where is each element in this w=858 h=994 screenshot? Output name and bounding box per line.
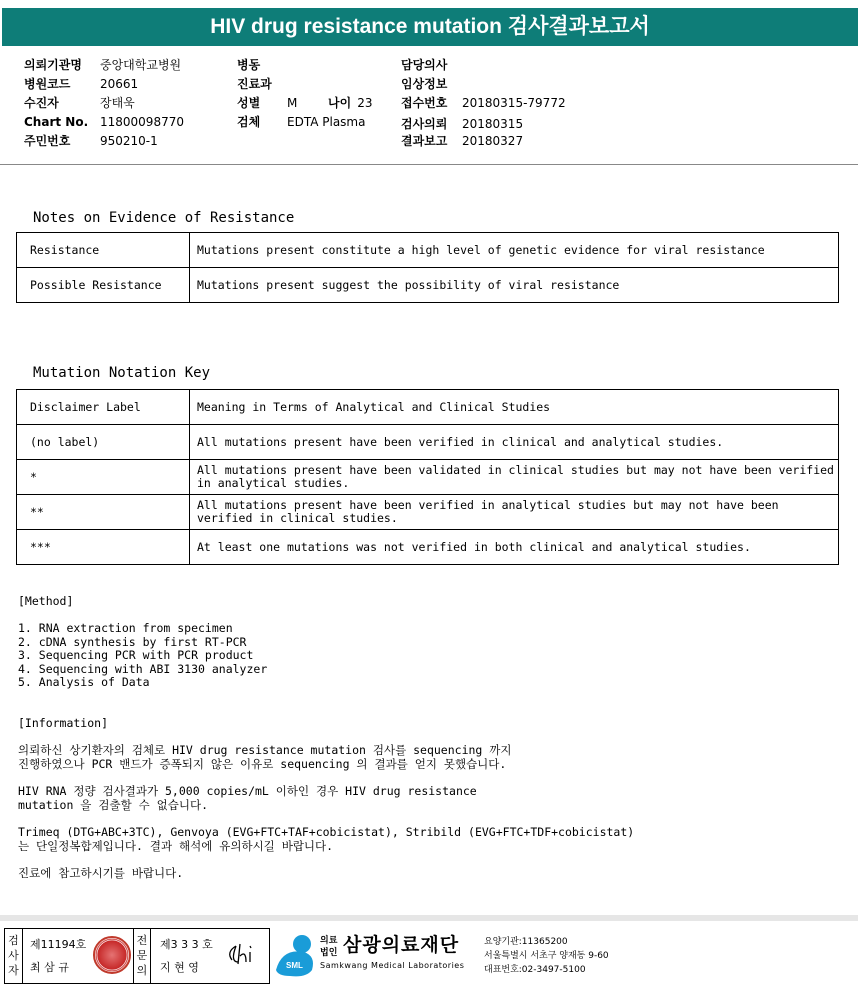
row-label: *** — [17, 530, 190, 565]
row-text: At least one mutations was not verified in both clinical and analytical studies. — [190, 530, 839, 565]
row-text: Mutations present suggest the possibility of viral resistance — [190, 268, 839, 303]
chart-label: Chart No. — [24, 115, 89, 129]
row-text: All mutations present have been verified in clinical and analytical studies. — [190, 425, 839, 460]
expert-license: 제3 3 3 호 — [160, 938, 213, 951]
info-paragraph-3a: Trimeq (DTG+ABC+3TC), Genvoya (EVG+FTC+TAF+cobicistat), Stribild (EVG+FTC+TDF+cobicistat) — [18, 825, 635, 839]
method-step-5: 5. Analysis of Data — [18, 675, 150, 689]
hospital-field — [24, 56, 181, 73]
patient-field — [24, 94, 135, 111]
receipt-label: 접수번호 — [401, 96, 448, 110]
table-row — [17, 530, 839, 565]
clinical-field — [401, 75, 462, 92]
table-row — [17, 425, 839, 460]
row-label: Resistance — [17, 233, 190, 268]
code-label: 병원코드 — [24, 77, 71, 91]
specimen-value: EDTA Plasma — [287, 115, 366, 129]
signature-icon — [222, 940, 262, 970]
report-field — [401, 132, 523, 149]
tester-license: 제11194호 — [30, 938, 87, 951]
tester-name: 최 삼 규 — [30, 961, 69, 974]
logo-text: SML — [286, 961, 303, 970]
row-text: All mutations present have been verified in analytical studies but may not have been verified in clinical studies. — [190, 495, 839, 530]
code-value: 20661 — [100, 77, 139, 91]
method-step-4: 4. Sequencing with ABI 3130 analyzer — [18, 661, 268, 676]
method-step-2: 2. cDNA synthesis by first RT-PCR — [18, 634, 247, 649]
dept-label: 진료과 — [237, 77, 272, 91]
specimen-field — [237, 113, 365, 130]
row-label: (no label) — [17, 425, 190, 460]
age-field — [328, 94, 372, 111]
report-label: 결과보고 — [401, 134, 448, 148]
footer-divider — [0, 915, 858, 921]
expert-vertical-label: 전문의 — [133, 929, 151, 983]
info-paragraph-1b: 진행하였으나 PCR 밴드가 증폭되지 않은 이유로 sequencing 의 결과를 얻지 못했습니다. — [18, 757, 507, 771]
info-paragraph-3b: 는 단일정복합제입니다. 결과 해석에 유의하시길 바랍니다. — [18, 839, 334, 853]
row-text: Mutations present constitute a high level of genetic evidence for viral resistance — [190, 233, 839, 268]
expert-name: 지 현 영 — [160, 961, 199, 974]
info-paragraph-2b: mutation 을 검출할 수 없습니다. — [18, 798, 208, 812]
ssn-field — [24, 132, 158, 149]
tester-vertical-label: 검사자 — [5, 929, 23, 983]
org-english-name: Samkwang Medical Laboratories — [320, 961, 465, 970]
receipt-value: 20180315-79772 — [462, 96, 566, 110]
ssn-label: 주민번호 — [24, 134, 71, 148]
org-phone: 대표번호:02-3497-5100 — [484, 965, 586, 975]
method-heading: [Method] — [18, 594, 74, 608]
information-heading: [Information] — [18, 716, 109, 730]
request-label: 검사의뢰 — [401, 117, 448, 131]
sex-value: M — [287, 96, 298, 110]
method-step-1: 1. RNA extraction from specimen — [18, 621, 233, 635]
ssn-value: 950210-1 — [100, 134, 158, 148]
report-title: HIV drug resistance mutation 검사결과보고서 — [2, 8, 858, 46]
sml-logo-icon — [272, 930, 320, 980]
org-name: 삼광의료재단 — [343, 934, 460, 956]
evidence-table — [16, 232, 839, 303]
specimen-label: 검체 — [237, 115, 261, 129]
row-text: All mutations present have been validated in clinical studies but may not have been verified in analytical studies. — [190, 460, 839, 495]
receipt-field — [401, 94, 566, 111]
sex-label: 성별 — [237, 96, 261, 110]
table-row — [17, 390, 839, 425]
org-code: 요양기관:11365200 — [484, 937, 568, 947]
report-header — [0, 54, 858, 165]
patient-value: 장태욱 — [100, 96, 135, 110]
ward-label: 병동 — [237, 58, 261, 72]
ward-field — [237, 56, 287, 73]
table-row — [17, 495, 839, 530]
info-paragraph-1a: 의뢰하신 상기환자의 검체로 HIV drug resistance mutation 검사를 sequencing 까지 — [18, 743, 512, 757]
doctor-field — [401, 56, 462, 73]
dept-field — [237, 75, 287, 92]
table-row — [17, 233, 839, 268]
request-value: 20180315 — [462, 117, 524, 131]
table-row — [17, 268, 839, 303]
hospital-label: 의뢰기관명 — [24, 58, 82, 72]
org-address: 서울특별시 서초구 양재동 9-60 — [484, 951, 609, 961]
evidence-title: Notes on Evidence of Resistance — [33, 210, 295, 226]
clinical-label: 임상정보 — [401, 77, 448, 91]
row-label: * — [17, 460, 190, 495]
age-label: 나이 — [328, 96, 352, 110]
doctor-label: 담당의사 — [401, 58, 448, 72]
report-value: 20180327 — [462, 134, 524, 148]
request-field — [401, 115, 523, 132]
notation-title: Mutation Notation Key — [33, 365, 211, 381]
org-prefix-bottom: 법인 — [320, 948, 338, 958]
row-text: Meaning in Terms of Analytical and Clinical Studies — [190, 390, 839, 425]
info-paragraph-4: 진료에 참고하시기를 바랍니다. — [18, 866, 184, 880]
notation-table — [16, 389, 839, 565]
row-label: Disclaimer Label — [17, 390, 190, 425]
row-label: Possible Resistance — [17, 268, 190, 303]
sex-field — [237, 94, 297, 111]
chart-field — [24, 115, 184, 129]
seal-stamp-icon — [93, 936, 131, 974]
patient-label: 수진자 — [24, 96, 59, 110]
method-step-3: 3. Sequencing PCR with PCR product — [18, 648, 254, 662]
table-row — [17, 460, 839, 495]
row-label: ** — [17, 495, 190, 530]
chart-value: 11800098770 — [100, 115, 184, 129]
code-field — [24, 75, 138, 92]
info-paragraph-2a: HIV RNA 정량 검사결과가 5,000 copies/mL 이하인 경우 HIV drug resistance — [18, 784, 477, 798]
hospital-value: 중앙대학교병원 — [100, 58, 182, 72]
age-value: 23 — [357, 96, 373, 110]
org-prefix-top: 의료 — [320, 936, 338, 946]
